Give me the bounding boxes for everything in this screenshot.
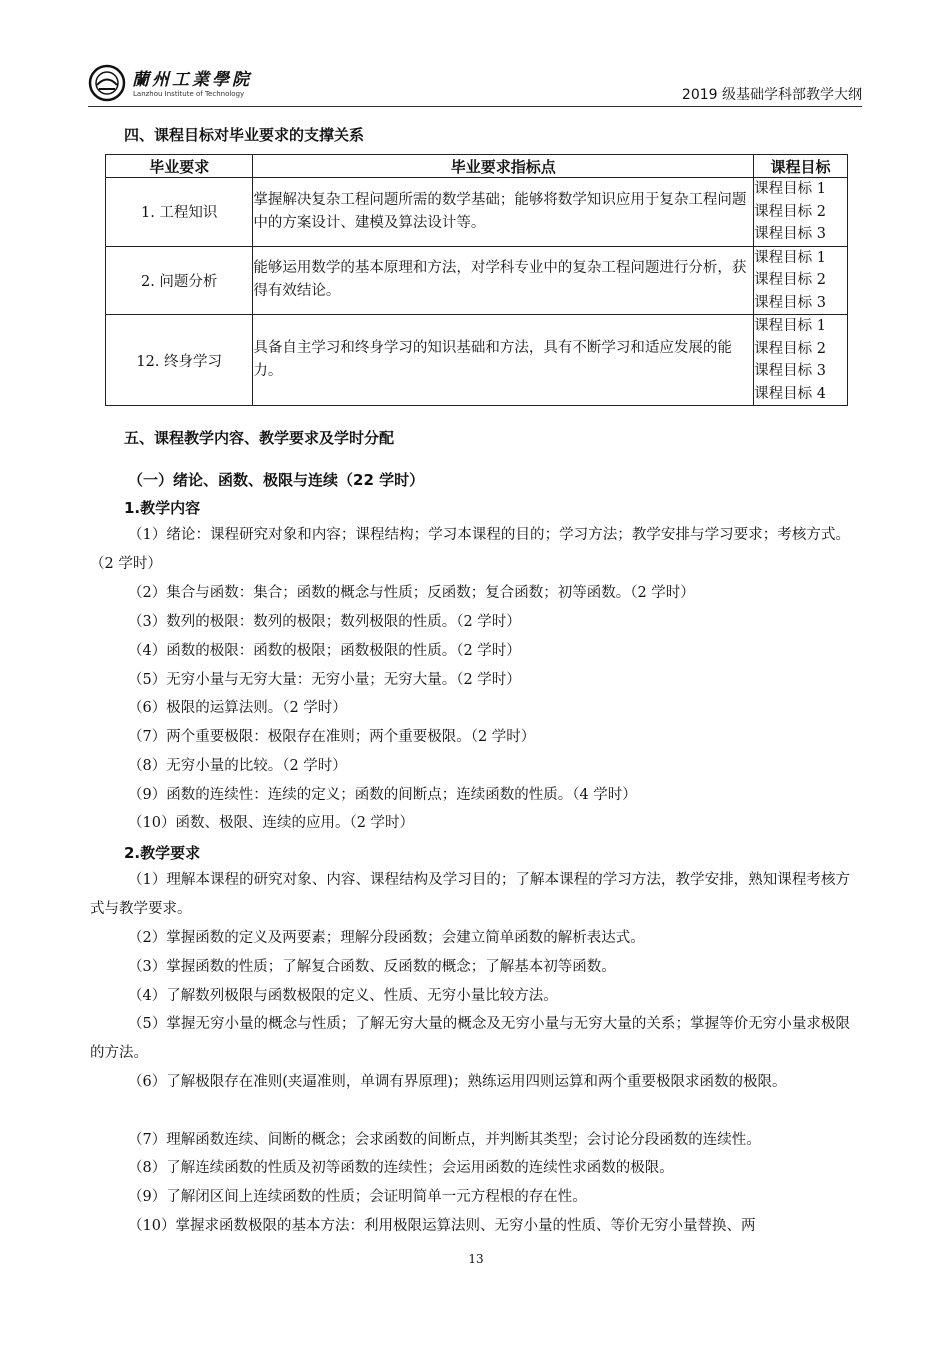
goal-item: 课程目标 2 xyxy=(754,203,826,220)
logo-name: 蘭州工業學院 xyxy=(132,70,252,90)
requirement-paragraph: （1）理解本课程的研究对象、内容、课程结构及学习目的；了解本课程的学习方法，教学安排，熟知课程考核方式与教学要求。 xyxy=(90,872,850,917)
page-header xyxy=(88,62,862,107)
requirement-paragraph: （9）了解闭区间上连续函数的性质；会证明简单一元方程根的存在性。 xyxy=(128,1189,587,1205)
content-paragraph: （5）无穷小量与无穷大量：无穷小量；无穷大量。（2 学时） xyxy=(128,672,521,688)
requirement-paragraph: （2）掌握函数的定义及两要素；理解分段函数；会建立简单函数的解析表达式。 xyxy=(128,930,645,946)
content-paragraph: （10）函数、极限、连续的应用。（2 学时） xyxy=(128,815,415,831)
requirement-paragraph: （4）了解数列极限与函数极限的定义、性质、无穷小量比较方法。 xyxy=(128,988,558,1004)
page-number: 13 xyxy=(468,1252,484,1266)
header-document-title: 2019 级基础学科部教学大纲 xyxy=(681,87,862,103)
goal-item: 课程目标 4 xyxy=(754,385,826,402)
goal-item: 课程目标 2 xyxy=(754,340,826,357)
logo-subtitle: Lanzhou Institute of Technology xyxy=(133,90,245,98)
content-paragraph: （3）数列的极限：数列的极限；数列极限的性质。（2 学时） xyxy=(128,614,521,630)
requirement-paragraph: （7）理解函数连续、间断的概念；会求函数的间断点，并判断其类型；会讨论分段函数的连续性。 xyxy=(128,1132,761,1148)
requirement-paragraph: （5）掌握无穷小量的概念与性质；了解无穷大量的概念及无穷小量与无穷大量的关系；掌握等价无穷小量求极限的方法。 xyxy=(90,1016,850,1061)
goals-cell xyxy=(754,246,848,315)
indicator-cell: 具备自主学习和终身学习的知识基础和方法，具有不断学习和适应发展的能力。 xyxy=(253,315,754,406)
goal-item: 课程目标 3 xyxy=(754,363,826,379)
content-heading: 1.教学内容 xyxy=(124,499,201,517)
requirement-paragraph: （10）掌握求函数极限的基本方法：利用极限运算法则、无穷小量的性质、等价无穷小量替换、两 xyxy=(128,1218,756,1234)
table-header-row xyxy=(106,155,848,178)
table-row xyxy=(106,246,848,315)
content-paragraph: （1）绪论：课程研究对象和内容；课程结构；学习本课程的目的；学习方法；教学安排与学习要求；考核方式。（2 学时） xyxy=(90,527,850,572)
goal-item: 课程目标 1 xyxy=(754,249,826,266)
goal-item: 课程目标 2 xyxy=(754,272,826,288)
table-row xyxy=(106,315,848,406)
requirement-paragraph: （3）掌握函数的性质；了解复合函数、反函数的概念；了解基本初等函数。 xyxy=(128,959,616,975)
section-5-title: 五、课程教学内容、教学要求及学时分配 xyxy=(124,429,395,447)
indicator-cell: 掌握解决复杂工程问题所需的数学基础；能够将数学知识应用于复杂工程问题中的方案设计、建模及算法设计等。 xyxy=(253,178,754,247)
university-logo-icon xyxy=(88,64,126,102)
content-paragraph: （6）极限的运算法则。（2 学时） xyxy=(128,700,347,716)
column-header-goals: 课程目标 xyxy=(754,155,848,178)
goals-cell xyxy=(754,178,848,247)
requirement-paragraph: （8）了解连续函数的性质及初等函数的连续性；会运用函数的连续性求函数的极限。 xyxy=(128,1160,674,1176)
goal-item: 课程目标 3 xyxy=(754,294,826,311)
goal-item: 课程目标 1 xyxy=(754,181,826,197)
content-paragraph: （9）函数的连续性：连续的定义；函数的间断点；连续函数的性质。（4 学时） xyxy=(128,787,637,803)
goal-item: 课程目标 3 xyxy=(754,226,826,242)
requirements-heading: 2.教学要求 xyxy=(124,844,201,862)
requirements-table xyxy=(105,154,848,406)
table-row xyxy=(106,178,848,247)
content-paragraph: （2）集合与函数：集合；函数的概念与性质；反函数；复合函数；初等函数。（2 学时） xyxy=(128,585,695,601)
indicator-cell: 能够运用数学的基本原理和方法，对学科专业中的复杂工程问题进行分析，获得有效结论。 xyxy=(253,246,754,315)
column-header-requirement: 毕业要求 xyxy=(106,155,253,178)
content-paragraph: （7）两个重要极限：极限存在准则；两个重要极限。（2 学时） xyxy=(128,729,536,745)
goal-item: 课程目标 1 xyxy=(754,318,826,334)
section-4-title: 四、课程目标对毕业要求的支撑关系 xyxy=(124,126,365,144)
part-1-title: （一）绪论、函数、极限与连续（22 学时） xyxy=(128,471,425,489)
content-paragraph: （4）函数的极限：函数的极限；函数极限的性质。（2 学时） xyxy=(128,643,521,659)
column-header-indicator: 毕业要求指标点 xyxy=(253,155,754,178)
requirement-cell: 12. 终身学习 xyxy=(106,315,253,406)
content-paragraph: （8）无穷小量的比较。（2 学时） xyxy=(128,758,347,774)
requirement-paragraph: （6）了解极限存在准则(夹逼准则，单调有界原理)；熟练运用四则运算和两个重要极限求函数的极限。 xyxy=(128,1074,787,1090)
requirement-cell: 1. 工程知识 xyxy=(106,178,253,247)
goals-cell xyxy=(754,315,848,406)
requirement-cell: 2. 问题分析 xyxy=(106,246,253,315)
